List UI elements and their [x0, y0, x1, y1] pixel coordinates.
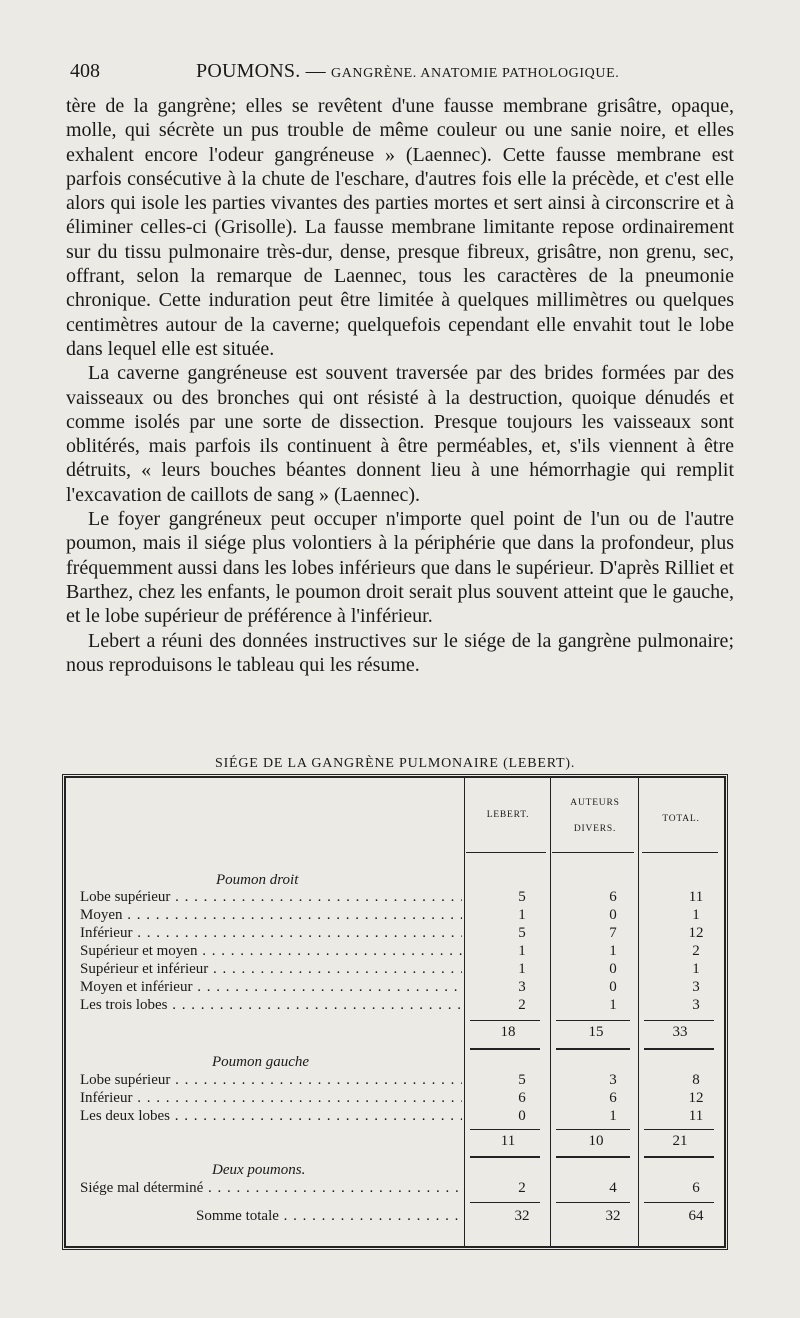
cell-auteurs: 1 — [609, 1108, 617, 1124]
table-row — [80, 925, 720, 943]
table-row — [80, 1108, 720, 1126]
cell-lebert: 1 — [518, 943, 526, 959]
sum-auteurs: 10 — [588, 1133, 604, 1149]
paragraph: La caverne gangréneuse est souvent traversée par des brides formées par des vaisseaux ou des bronches qui ont résisté à la destruction, quoique dénudés et comme isolés par une sorte de dissection. Presque toujours les vaisseaux sont oblitérés, mais parfois ils continuent à être perméables, et, s'ils viennent à être détruits, « leurs bouches béantes donnent lieu à une hémorrhagie qui remplit l'excavation de caillots de sang » (Laennec). — [66, 362, 734, 506]
cell-lebert: 5 — [518, 925, 526, 941]
cell-total: 1 — [692, 907, 700, 923]
sum-total: 21 — [672, 1133, 688, 1149]
cell-lebert: 6 — [518, 1090, 526, 1106]
table-row — [80, 907, 720, 925]
rule — [470, 1020, 540, 1021]
cell-lebert: 3 — [518, 979, 526, 995]
section-title-poumon-droit: Poumon droit — [216, 872, 299, 888]
row-label: Moyen et inférieur . . . — [80, 979, 462, 996]
paragraph: Lebert a réuni des données instructives sur le siége de la gangrène pulmonaire; nous reproduisons le tableau qui les résume. — [66, 629, 734, 676]
cell-auteurs: 32 — [605, 1208, 621, 1224]
sum-total: 33 — [672, 1024, 688, 1040]
cell-lebert: 1 — [518, 961, 526, 977]
table-row — [80, 889, 720, 907]
cell-total: 12 — [688, 1090, 704, 1106]
rule — [644, 1129, 714, 1130]
cell-lebert: 1 — [518, 907, 526, 923]
cell-total: 11 — [688, 889, 704, 905]
cell-lebert: 32 — [514, 1208, 530, 1224]
rule — [556, 1020, 630, 1021]
header-title: POUMONS. — [196, 60, 301, 82]
cell-total: 1 — [692, 961, 700, 977]
cell-auteurs: 1 — [609, 943, 617, 959]
sum-lebert: 18 — [500, 1024, 516, 1040]
rule — [552, 852, 634, 853]
table-row-total — [80, 1208, 720, 1226]
cell-total: 3 — [692, 997, 700, 1013]
table-row — [80, 997, 720, 1015]
header-subtitle: GANGRÈNE. ANATOMIE PATHOLOGIQUE. — [331, 66, 620, 81]
table-title: SIÉGE DE LA GANGRÈNE PULMONAIRE (LEBERT). — [215, 756, 576, 771]
rule — [644, 1020, 714, 1021]
cell-total: 3 — [692, 979, 700, 995]
section-title-deux-poumons: Deux poumons. — [212, 1162, 306, 1178]
rule — [556, 1048, 630, 1050]
rule — [644, 1156, 714, 1158]
sum-auteurs: 15 — [588, 1024, 604, 1040]
cell-total: 2 — [692, 943, 700, 959]
row-label: Somme totale . . . — [196, 1208, 462, 1225]
rule — [470, 1202, 540, 1203]
cell-total: 8 — [692, 1072, 700, 1088]
cell-lebert: 2 — [518, 1180, 526, 1196]
table-row — [80, 1180, 720, 1198]
table-row — [80, 943, 720, 961]
cell-auteurs: 0 — [609, 961, 617, 977]
running-header — [68, 60, 728, 90]
cell-auteurs: 7 — [609, 925, 617, 941]
column-header-total: TOTAL. — [662, 814, 700, 824]
column-header-auteurs: AUTEURS — [570, 798, 620, 808]
rule — [470, 1129, 540, 1130]
table-row — [80, 979, 720, 997]
cell-total: 64 — [688, 1208, 704, 1224]
cell-auteurs: 0 — [609, 979, 617, 995]
cell-lebert: 2 — [518, 997, 526, 1013]
row-label: Supérieur et moyen . . . — [80, 943, 462, 960]
rule — [644, 1202, 714, 1203]
rule — [644, 1048, 714, 1050]
row-label: Lobe supérieur . . . — [80, 1072, 462, 1089]
row-label: Inférieur . . . — [80, 925, 462, 942]
rule — [556, 1129, 630, 1130]
cell-lebert: 5 — [518, 889, 526, 905]
cell-auteurs: 4 — [609, 1180, 617, 1196]
header-dash: — — [305, 60, 326, 82]
cell-lebert: 0 — [518, 1108, 526, 1124]
cell-auteurs: 1 — [609, 997, 617, 1013]
row-label: Lobe supérieur . . . — [80, 889, 462, 906]
row-label: Les deux lobes . . . — [80, 1108, 462, 1125]
cell-auteurs: 3 — [609, 1072, 617, 1088]
row-label: Moyen . . . — [80, 907, 462, 924]
rule — [642, 852, 718, 853]
section-title-poumon-gauche: Poumon gauche — [212, 1054, 310, 1070]
row-label: Les trois lobes . . . — [80, 997, 462, 1014]
column-header-lebert: LEBERT. — [486, 810, 530, 820]
body-text — [66, 94, 734, 677]
paragraph: tère de la gangrène; elles se revêtent d'une fausse membrane grisâtre, opaque, molle, qui sécrète un pus trouble de même couleur ou une sanie noire, et elles exhalent encore l'odeur gangréneuse » (Laennec). Cette fausse membrane est parfois consécutive à la chute de l'eschare, d'autres fois elle la précède, et c'est elle alors qui isole les parties vivantes des parties mortes et sert ainsi à circonscrire et à éliminer celles-ci (Grisolle). La fausse membrane limitante repose ordinairement sur du tissu pulmonaire très-dur, dense, presque fibreux, grisâtre, non grenu, sec, offrant, selon la remarque de Laennec, tous les caractères de la pneumonie chronique. Cette induration peut être limitée à quelques millimètres ou quelques centimètres autour de la caverne; quelquefois cependant elle envahit tout le lobe dans lequel elle est située. — [66, 95, 734, 360]
table-row — [80, 1090, 720, 1108]
table-row — [80, 1072, 720, 1090]
row-label: Siége mal déterminé . . . — [80, 1180, 462, 1197]
row-label: Supérieur et inférieur . . . — [80, 961, 462, 978]
rule — [556, 1156, 630, 1158]
page-number: 408 — [70, 60, 100, 82]
cell-auteurs: 0 — [609, 907, 617, 923]
cell-total: 12 — [688, 925, 704, 941]
cell-total: 11 — [688, 1108, 704, 1124]
running-title — [196, 60, 619, 83]
cell-auteurs: 6 — [609, 1090, 617, 1106]
table-row — [80, 961, 720, 979]
rule — [470, 1048, 540, 1050]
sum-lebert: 11 — [500, 1133, 516, 1149]
cell-total: 6 — [692, 1180, 700, 1196]
cell-auteurs: 6 — [609, 889, 617, 905]
cell-lebert: 5 — [518, 1072, 526, 1088]
column-header-divers: DIVERS. — [573, 824, 617, 834]
paragraph: Le foyer gangréneux peut occuper n'importe quel point de l'un ou de l'autre poumon, mais il siége plus volontiers à la périphérie que dans la profondeur, plus fréquemment aussi dans les lobes inférieurs que dans le supérieur. D'après Rilliet et Barthez, chez les enfants, le poumon droit serait plus souvent atteint que le gauche, et le lobe supérieur de préférence à l'inférieur. — [66, 508, 734, 628]
rule — [556, 1202, 630, 1203]
row-label: Inférieur . . . — [80, 1090, 462, 1107]
rule — [466, 852, 546, 853]
rule — [470, 1156, 540, 1158]
data-table — [64, 776, 726, 1248]
